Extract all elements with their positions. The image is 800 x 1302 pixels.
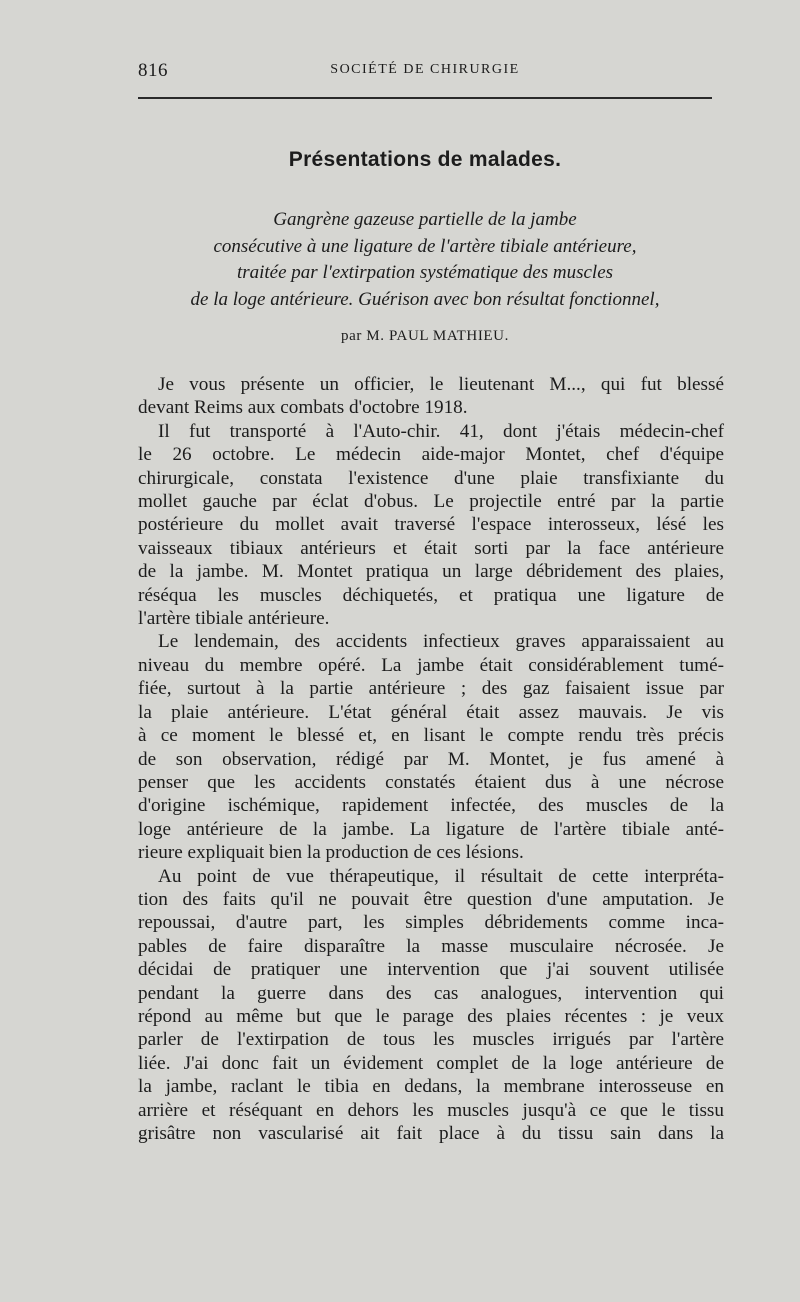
text-line: mollet gauche par éclat d'obus. Le projectile entré par la partie bbox=[138, 491, 724, 513]
text-line: la jambe, raclant le tibia en dedans, la membrane interosseuse en bbox=[138, 1076, 724, 1098]
text-line: Il fut transporté à l'Auto-chir. 41, dont j'étais médecin-chef bbox=[158, 420, 724, 442]
section-title: Présentations de malades. bbox=[288, 148, 562, 171]
text-line: réséqua les muscles déchiquetés, et pratiqua une ligature de bbox=[138, 584, 724, 606]
text-line: postérieure du mollet avait traversé l'espace interosseux, lésé les bbox=[138, 514, 724, 536]
article-title-line: Gangrène gazeuse partielle de la jambe bbox=[273, 209, 577, 230]
text-line: niveau du membre opéré. La jambe était considérablement tumé- bbox=[138, 654, 724, 676]
header-rule bbox=[138, 97, 712, 99]
text-line: repoussai, d'autre part, les simples débridements comme inca- bbox=[138, 912, 724, 934]
text-line: devant Reims aux combats d'octobre 1918. bbox=[138, 397, 468, 419]
article-title-line: consécutive à une ligature de l'artère tibiale antérieure, bbox=[213, 235, 637, 257]
text-line: pables de faire disparaître la masse musculaire nécrosée. Je bbox=[138, 935, 724, 957]
article-author: par M. PAUL MATHIEU. bbox=[341, 328, 509, 344]
text-line: penser que les accidents constatés étaient dus à une nécrose bbox=[138, 771, 724, 793]
text-line: répond au même but que le parage des plaies récentes : je veux bbox=[138, 1005, 724, 1027]
page-header bbox=[138, 60, 712, 84]
text-line: parler de l'extirpation de tous les muscles irrigués par l'artère bbox=[138, 1029, 724, 1051]
running-head: SOCIÉTÉ DE CHIRURGIE bbox=[330, 62, 520, 77]
text-line: d'origine ischémique, rapidement infectée, des muscles de la bbox=[138, 795, 724, 817]
text-line: grisâtre non vascularisé ait fait place à du tissu sain dans la bbox=[138, 1123, 724, 1144]
text-line: la plaie antérieure. L'état général était assez mauvais. Je vis bbox=[138, 701, 724, 723]
text-line: Le lendemain, des accidents infectieux graves apparaissaient au bbox=[158, 631, 724, 653]
text-line: l'artère tibiale antérieure. bbox=[138, 608, 330, 630]
text-line: loge antérieure de la jambe. La ligature de l'artère tibiale anté- bbox=[138, 818, 724, 840]
body-text bbox=[138, 373, 724, 1145]
text-line: le 26 octobre. Le médecin aide-major Montet, chef d'équipe bbox=[138, 444, 724, 466]
article-title-line: de la loge antérieure. Guérison avec bon résultat fonctionnel, bbox=[190, 288, 660, 310]
text-line: à ce moment le blessé et, en lisant le compte rendu très précis bbox=[138, 725, 724, 747]
text-line: chirurgicale, constata l'existence d'une plaie transfixiante du bbox=[138, 467, 724, 489]
text-line: décidai de pratiquer une intervention que j'ai souvent utilisée bbox=[138, 959, 724, 981]
text-line: tion des faits qu'il ne pouvait être question d'une amputation. Je bbox=[138, 888, 724, 910]
text-line: pendant la guerre dans des cas analogues, intervention qui bbox=[138, 982, 724, 1004]
text-line: fiée, surtout à la partie antérieure ; des gaz faisaient issue par bbox=[138, 678, 724, 700]
article-title bbox=[138, 207, 712, 313]
text-line: liée. J'ai donc fait un évidement complet de la loge antérieure de bbox=[138, 1052, 724, 1074]
text-line: de son observation, rédigé par M. Montet, je fus amené à bbox=[138, 748, 724, 770]
article-title-line: traitée par l'extirpation systématique des muscles bbox=[236, 262, 614, 283]
text-line: vaisseaux tibiaux antérieurs et était sorti par la face antérieure bbox=[138, 537, 724, 559]
page-number: 816 bbox=[138, 60, 168, 81]
text-line: arrière et réséquant en dehors les muscles jusqu'à ce que le tissu bbox=[138, 1099, 724, 1121]
text-line: Je vous présente un officier, le lieutenant M..., qui fut blessé bbox=[158, 374, 724, 395]
text-line: de la jambe. M. Montet pratiqua un large débridement des plaies, bbox=[138, 561, 724, 583]
text-line: rieure expliquait bien la production de ces lésions. bbox=[138, 842, 524, 864]
text-line: Au point de vue thérapeutique, il résultait de cette interpréta- bbox=[158, 865, 724, 887]
